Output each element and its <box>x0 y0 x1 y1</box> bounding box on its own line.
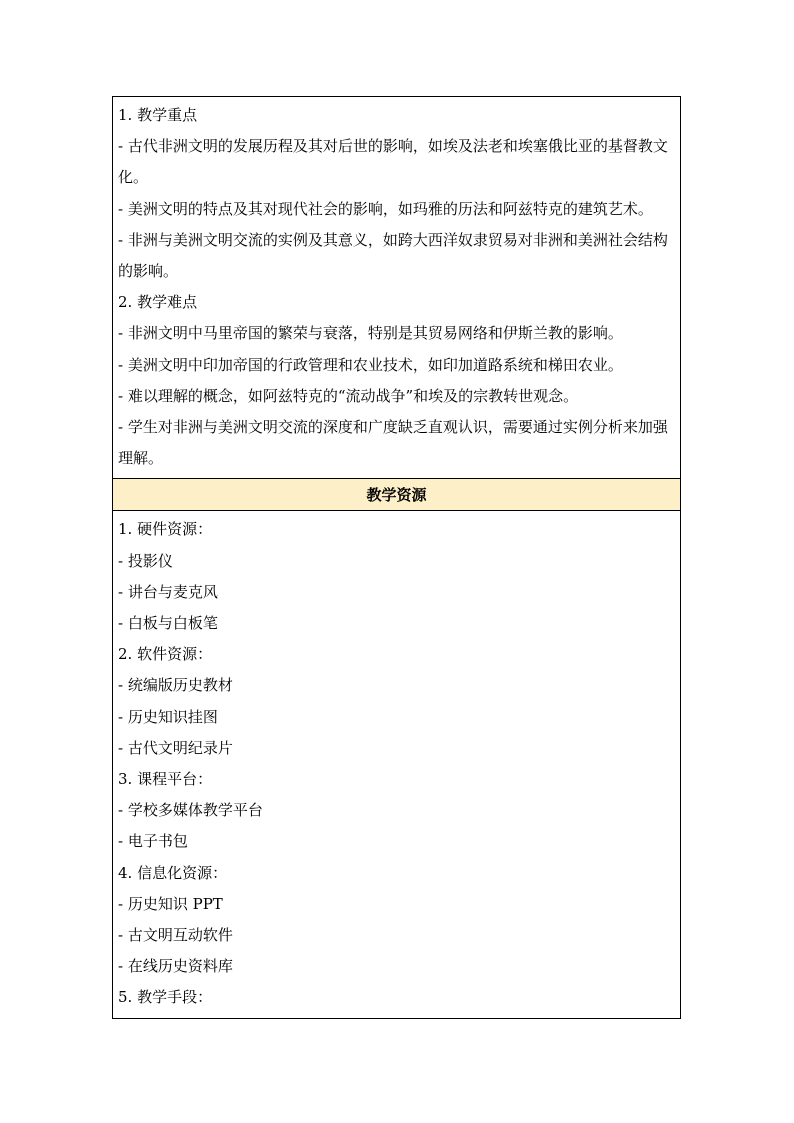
key-point-item: - 古代非洲文明的发展历程及其对后世的影响，如埃及法老和埃塞俄比亚的基督教文化。 <box>118 137 668 187</box>
resource-item: - 古代文明纪录片 <box>118 738 233 757</box>
resource-heading-software: 2. 软件资源： <box>118 645 213 664</box>
resource-item: - 古文明互动软件 <box>118 926 233 945</box>
difficulty-item: - 难以理解的概念，如阿兹特克的“流动战争”和埃及的宗教转世观念。 <box>118 386 579 405</box>
resource-item: - 白板与白板笔 <box>118 614 218 633</box>
resource-item: - 学校多媒体教学平台 <box>118 801 263 820</box>
resource-item: - 讲台与麦克风 <box>118 582 218 601</box>
resource-heading-platform: 3. 课程平台： <box>118 770 213 789</box>
resource-item: - 电子书包 <box>118 832 188 851</box>
resource-item: - 投影仪 <box>118 551 173 570</box>
key-points-heading: 1. 教学重点 <box>118 106 198 124</box>
resources-cell <box>113 510 680 1017</box>
difficulty-item: - 学生对非洲与美洲文明交流的深度和广度缺乏直观认识，需要通过实例分析来加强理解。 <box>118 418 668 468</box>
resources-header: 教学资源 <box>113 478 680 510</box>
key-point-item: - 非洲与美洲文明交流的实例及其意义，如跨大西洋奴隶贸易对非洲和美洲社会结构的影响。 <box>118 230 668 281</box>
lesson-plan-table <box>112 96 681 1019</box>
key-points-cell <box>113 97 680 478</box>
resource-heading-it: 4. 信息化资源： <box>118 863 228 882</box>
difficulties-heading: 2. 教学难点 <box>118 293 198 312</box>
difficulty-item: - 非洲文明中马里帝国的繁荣与衰落，特别是其贸易网络和伊斯兰教的影响。 <box>118 324 623 343</box>
resource-item: - 历史知识挂图 <box>118 707 218 726</box>
difficulty-item: - 美洲文明中印加帝国的行政管理和农业技术，如印加道路系统和梯田农业。 <box>118 355 623 374</box>
resource-heading-hardware: 1. 硬件资源： <box>118 520 213 539</box>
resource-item: - 统编版历史教材 <box>118 676 233 695</box>
resource-item: - 在线历史资料库 <box>118 957 233 976</box>
resource-item: - 历史知识 PPT <box>118 894 223 913</box>
resource-heading-methods: 5. 教学手段： <box>118 988 213 1007</box>
key-point-item: - 美洲文明的特点及其对现代社会的影响，如玛雅的历法和阿兹特克的建筑艺术。 <box>118 199 653 218</box>
